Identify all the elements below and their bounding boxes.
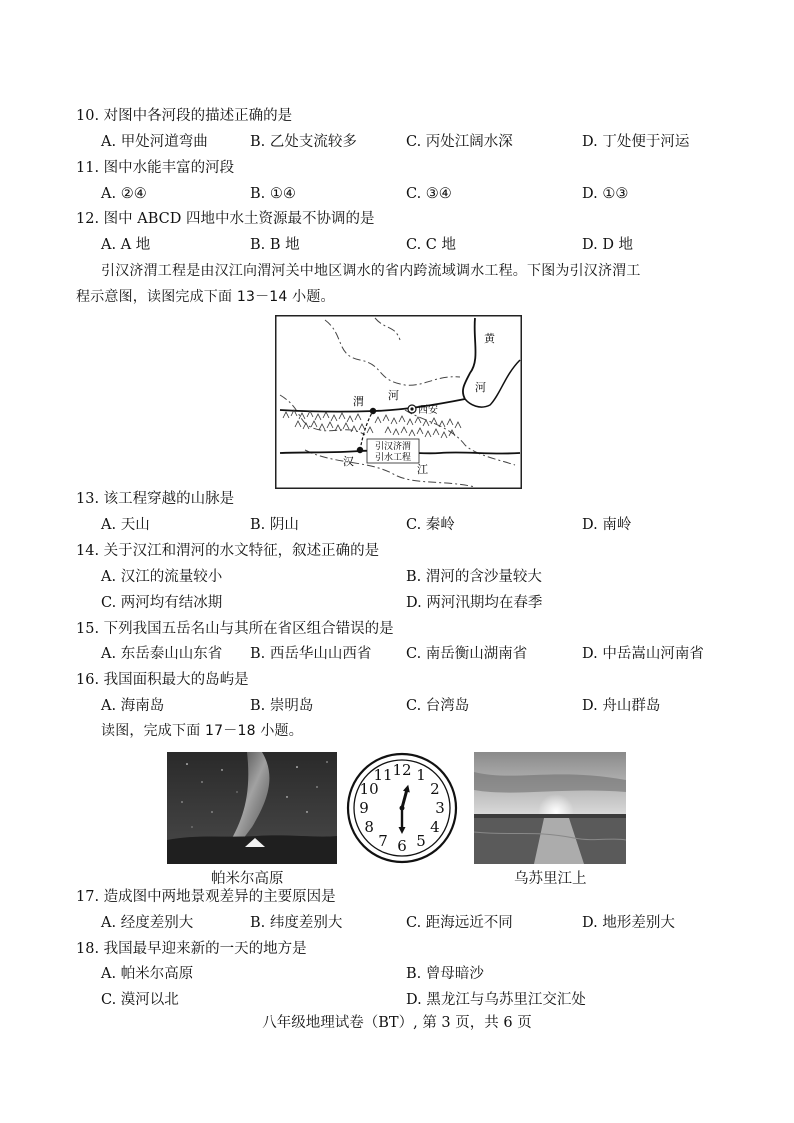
label-he-right: 河 — [475, 381, 486, 394]
clock-number: 10 — [359, 780, 379, 798]
q10-option-a: A. 甲处河道弯曲 — [101, 134, 208, 150]
q16-option-b: B. 崇明岛 — [250, 698, 314, 714]
q16-option-a: A. 海南岛 — [101, 698, 165, 714]
clock-number: 2 — [430, 780, 440, 798]
label-xian: 西安 — [418, 405, 438, 416]
q10-stem: 10. 对图中各河段的描述正确的是 — [76, 108, 293, 124]
q15-option-c: C. 南岳衡山湖南省 — [406, 646, 528, 662]
q10-option-b: B. 乙处支流较多 — [250, 134, 357, 150]
label-huang: 黄 — [484, 332, 495, 345]
q16-stem: 16. 我国面积最大的岛屿是 — [76, 672, 249, 688]
clock-svg — [342, 752, 462, 864]
wusuli-caption: 乌苏里江上 — [514, 871, 587, 887]
q15-option-d: D. 中岳嵩山河南省 — [582, 646, 704, 662]
q14-option-b: B. 渭河的含沙量较大 — [406, 569, 542, 585]
q11-stem: 11. 图中水能丰富的河段 — [76, 160, 235, 176]
q11-option-c: C. ③④ — [406, 186, 452, 202]
q17-option-a: A. 经度差别大 — [101, 915, 194, 931]
pamir-caption: 帕米尔高原 — [211, 871, 284, 887]
clock-number: 9 — [359, 799, 369, 817]
clock-number: 3 — [435, 799, 445, 817]
label-wei: 渭 — [353, 395, 364, 408]
clock-number: 1 — [416, 766, 426, 785]
q12-option-a: A. A 地 — [101, 237, 151, 253]
project-label-line2: 引水工程 — [374, 453, 412, 463]
q10-option-c: C. 丙处江阔水深 — [406, 134, 513, 150]
q12-option-d: D. D 地 — [582, 237, 634, 253]
clock-number: 12 — [392, 761, 412, 779]
intro-13-14-line1: 引汉济渭工程是由汉江向渭河关中地区调水的省内跨流域调水工程。下图为引汉济渭工 — [101, 263, 641, 279]
clock-number: 4 — [430, 818, 440, 836]
project-label-line1: 引汉济渭 — [374, 442, 412, 452]
page-footer: 八年级地理试卷（BT）, 第 3 页，共 6 页 — [262, 1015, 532, 1031]
q14-stem: 14. 关于汉江和渭河的水文特征，叙述正确的是 — [76, 543, 380, 559]
q13-option-a: A. 天山 — [101, 517, 150, 533]
q16-option-c: C. 台湾岛 — [406, 698, 470, 714]
wei-intake-point — [370, 408, 376, 414]
label-han: 汉 — [343, 455, 354, 468]
clock-number: 8 — [364, 818, 374, 836]
q18-stem: 18. 我国最早迎来新的一天的地方是 — [76, 941, 307, 957]
pamir-photo-svg — [167, 752, 337, 864]
q11-option-d: D. ①③ — [582, 186, 629, 202]
label-he: 河 — [388, 389, 399, 402]
q15-stem: 15. 下列我国五岳名山与其所在省区组合错误的是 — [76, 621, 394, 637]
q17-option-c: C. 距海远近不同 — [406, 915, 513, 931]
q12-option-c: C. C 地 — [406, 237, 456, 253]
q18-option-d: D. 黑龙江与乌苏里江交汇处 — [406, 992, 586, 1008]
q18-option-a: A. 帕米尔高原 — [101, 966, 194, 982]
q10-option-d: D. 丁处便于河运 — [582, 134, 690, 150]
q13-stem: 13. 该工程穿越的山脉是 — [76, 491, 235, 507]
q17-option-b: B. 纬度差别大 — [250, 915, 343, 931]
q11-option-b: B. ①④ — [250, 186, 296, 202]
q15-option-a: A. 东岳泰山山东省 — [101, 646, 223, 662]
pamir-plateau-photo — [167, 752, 337, 864]
map-svg — [275, 315, 522, 489]
q16-option-d: D. 舟山群岛 — [582, 698, 661, 714]
clock-number: 5 — [416, 831, 426, 850]
q13-option-c: C. 秦岭 — [406, 517, 455, 533]
wusuli-photo-svg — [474, 752, 626, 864]
q14-option-c: C. 两河均有结冰期 — [101, 595, 223, 611]
q18-option-b: B. 曾母暗沙 — [406, 966, 484, 982]
q13-option-d: D. 南岭 — [582, 517, 632, 533]
q17-stem: 17. 造成图中两地景观差异的主要原因是 — [76, 889, 336, 905]
q12-option-b: B. B 地 — [250, 237, 300, 253]
q11-option-a: A. ②④ — [101, 186, 147, 202]
clock-number: 11 — [373, 766, 393, 785]
transfer-project-map — [275, 315, 522, 489]
q18-option-c: C. 漠河以北 — [101, 992, 179, 1008]
intro-17-18: 读图，完成下面 17－18 小题。 — [101, 723, 303, 739]
q17-option-d: D. 地形差别大 — [582, 915, 675, 931]
xian-city-dot — [410, 407, 413, 410]
q13-option-b: B. 阴山 — [250, 517, 299, 533]
clock-center — [400, 806, 405, 811]
q14-option-d: D. 两河汛期均在春季 — [406, 595, 543, 611]
clock-number: 6 — [397, 837, 407, 855]
q12-stem: 12. 图中 ABCD 四地中水土资源最不协调的是 — [76, 211, 375, 227]
q14-option-a: A. 汉江的流量较小 — [101, 569, 223, 585]
clock-figure — [342, 752, 462, 864]
intro-13-14-line2: 程示意图，读图完成下面 13－14 小题。 — [76, 289, 335, 305]
han-intake-point — [357, 447, 363, 453]
q15-option-b: B. 西岳华山山西省 — [250, 646, 372, 662]
label-jiang: 江 — [417, 463, 428, 476]
wusuli-river-photo — [474, 752, 626, 864]
clock-number: 7 — [378, 831, 388, 850]
